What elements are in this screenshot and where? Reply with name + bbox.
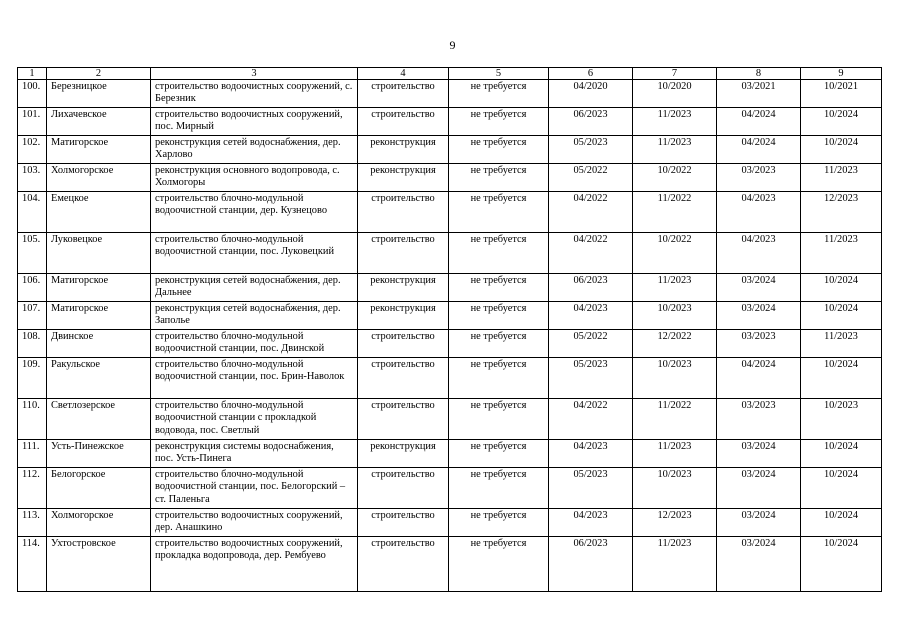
cell-expertise: не требуется xyxy=(449,399,549,440)
cell-number: 112. xyxy=(18,468,47,509)
cell-date-col-9: 10/2024 xyxy=(801,274,882,302)
cell-description: реконструкция сетей водоснабжения, дер. Заполье xyxy=(151,302,358,330)
cell-description: реконструкция основного водопровода, с. Холмогоры xyxy=(151,164,358,192)
cell-municipality: Усть-Пинежское xyxy=(47,440,151,468)
cell-work-type: строительство xyxy=(358,108,449,136)
cell-number: 106. xyxy=(18,274,47,302)
cell-work-type: строительство xyxy=(358,233,449,274)
cell-date-col-9: 10/2024 xyxy=(801,302,882,330)
cell-date-col-8: 03/2024 xyxy=(717,274,801,302)
cell-description: строительство блочно-модульной водоочистной станции, пос. Луковецкий xyxy=(151,233,358,274)
header-col-8: 8 xyxy=(717,68,801,80)
cell-date-col-7: 11/2023 xyxy=(633,537,717,592)
header-col-2: 2 xyxy=(47,68,151,80)
header-col-5: 5 xyxy=(449,68,549,80)
cell-date-col-8: 04/2023 xyxy=(717,233,801,274)
cell-municipality: Светлозерское xyxy=(47,399,151,440)
cell-date-col-7: 11/2023 xyxy=(633,108,717,136)
cell-date-col-7: 12/2023 xyxy=(633,509,717,537)
cell-municipality: Березницкое xyxy=(47,80,151,108)
cell-municipality: Двинское xyxy=(47,330,151,358)
page-number: 9 xyxy=(449,38,456,52)
cell-expertise: не требуется xyxy=(449,468,549,509)
cell-description: строительство водоочистных сооружений, прокладка водопровода, дер. Рембуево xyxy=(151,537,358,592)
cell-date-col-7: 11/2022 xyxy=(633,399,717,440)
header-col-6: 6 xyxy=(549,68,633,80)
cell-number: 110. xyxy=(18,399,47,440)
cell-date-col-9: 10/2024 xyxy=(801,468,882,509)
header-col-4: 4 xyxy=(358,68,449,80)
table-row xyxy=(18,164,882,192)
cell-municipality: Матигорское xyxy=(47,274,151,302)
cell-number: 103. xyxy=(18,164,47,192)
cell-number: 108. xyxy=(18,330,47,358)
cell-date-col-7: 11/2022 xyxy=(633,192,717,233)
cell-number: 113. xyxy=(18,509,47,537)
cell-work-type: строительство xyxy=(358,80,449,108)
cell-expertise: не требуется xyxy=(449,330,549,358)
header-col-3: 3 xyxy=(151,68,358,80)
cell-date-col-7: 10/2023 xyxy=(633,358,717,399)
table-row xyxy=(18,509,882,537)
cell-date-col-8: 03/2023 xyxy=(717,399,801,440)
cell-work-type: строительство xyxy=(358,192,449,233)
cell-number: 101. xyxy=(18,108,47,136)
cell-date-col-9: 10/2024 xyxy=(801,537,882,592)
cell-work-type: строительство xyxy=(358,468,449,509)
table-row xyxy=(18,358,882,399)
cell-description: строительство блочно-модульной водоочистной станции, пос. Брин-Наволок xyxy=(151,358,358,399)
cell-number: 114. xyxy=(18,537,47,592)
cell-work-type: реконструкция xyxy=(358,302,449,330)
cell-number: 109. xyxy=(18,358,47,399)
cell-number: 107. xyxy=(18,302,47,330)
cell-date-col-6: 04/2023 xyxy=(549,302,633,330)
header-col-7: 7 xyxy=(633,68,717,80)
cell-number: 102. xyxy=(18,136,47,164)
cell-number: 105. xyxy=(18,233,47,274)
cell-description: строительство водоочистных сооружений, с. Березник xyxy=(151,80,358,108)
cell-date-col-7: 11/2023 xyxy=(633,136,717,164)
table-row xyxy=(18,108,882,136)
cell-expertise: не требуется xyxy=(449,274,549,302)
cell-work-type: реконструкция xyxy=(358,274,449,302)
cell-date-col-6: 04/2022 xyxy=(549,192,633,233)
cell-number: 111. xyxy=(18,440,47,468)
cell-date-col-6: 06/2023 xyxy=(549,537,633,592)
cell-date-col-7: 10/2020 xyxy=(633,80,717,108)
cell-date-col-8: 03/2023 xyxy=(717,330,801,358)
cell-work-type: реконструкция xyxy=(358,136,449,164)
cell-description: реконструкция сетей водоснабжения, дер. Дальнее xyxy=(151,274,358,302)
cell-date-col-6: 04/2020 xyxy=(549,80,633,108)
header-col-1: 1 xyxy=(18,68,47,80)
table-row xyxy=(18,192,882,233)
cell-date-col-9: 10/2023 xyxy=(801,399,882,440)
cell-municipality: Лихачевское xyxy=(47,108,151,136)
table-row xyxy=(18,302,882,330)
cell-date-col-8: 04/2024 xyxy=(717,108,801,136)
table-row xyxy=(18,468,882,509)
cell-number: 104. xyxy=(18,192,47,233)
table-row xyxy=(18,80,882,108)
cell-expertise: не требуется xyxy=(449,509,549,537)
cell-description: строительство блочно-модульной водоочистной станции, пос. Двинской xyxy=(151,330,358,358)
cell-work-type: строительство xyxy=(358,330,449,358)
cell-work-type: строительство xyxy=(358,358,449,399)
cell-date-col-9: 10/2024 xyxy=(801,108,882,136)
cell-municipality: Холмогорское xyxy=(47,164,151,192)
cell-description: строительство блочно-модульной водоочистной станции, дер. Кузнецово xyxy=(151,192,358,233)
cell-date-col-6: 05/2023 xyxy=(549,358,633,399)
cell-municipality: Белогорское xyxy=(47,468,151,509)
cell-number: 100. xyxy=(18,80,47,108)
cell-date-col-7: 11/2023 xyxy=(633,440,717,468)
cell-work-type: реконструкция xyxy=(358,164,449,192)
cell-date-col-7: 10/2023 xyxy=(633,302,717,330)
cell-expertise: не требуется xyxy=(449,358,549,399)
document-table xyxy=(17,67,882,592)
table-row xyxy=(18,274,882,302)
table-row xyxy=(18,440,882,468)
cell-date-col-9: 10/2024 xyxy=(801,358,882,399)
cell-date-col-9: 10/2021 xyxy=(801,80,882,108)
cell-expertise: не требуется xyxy=(449,537,549,592)
cell-expertise: не требуется xyxy=(449,302,549,330)
cell-date-col-9: 10/2024 xyxy=(801,440,882,468)
header-col-9: 9 xyxy=(801,68,882,80)
table-header-row xyxy=(18,68,882,80)
cell-work-type: строительство xyxy=(358,399,449,440)
cell-date-col-9: 12/2023 xyxy=(801,192,882,233)
cell-date-col-8: 03/2024 xyxy=(717,509,801,537)
cell-municipality: Луковецкое xyxy=(47,233,151,274)
cell-description: строительство водоочистных сооружений, пос. Мирный xyxy=(151,108,358,136)
cell-work-type: строительство xyxy=(358,537,449,592)
cell-date-col-8: 03/2021 xyxy=(717,80,801,108)
cell-municipality: Ракульское xyxy=(47,358,151,399)
cell-expertise: не требуется xyxy=(449,233,549,274)
cell-date-col-8: 04/2024 xyxy=(717,358,801,399)
cell-date-col-6: 05/2023 xyxy=(549,136,633,164)
cell-date-col-7: 10/2023 xyxy=(633,468,717,509)
cell-municipality: Матигорское xyxy=(47,302,151,330)
cell-date-col-8: 03/2024 xyxy=(717,468,801,509)
table-row xyxy=(18,330,882,358)
cell-date-col-9: 11/2023 xyxy=(801,330,882,358)
cell-date-col-6: 06/2023 xyxy=(549,274,633,302)
cell-description: строительство блочно-модульной водоочистной станции, пос. Белогорский – ст. Паленьга xyxy=(151,468,358,509)
cell-date-col-6: 06/2023 xyxy=(549,108,633,136)
cell-date-col-8: 03/2023 xyxy=(717,164,801,192)
cell-date-col-9: 11/2023 xyxy=(801,164,882,192)
cell-description: реконструкция системы водоснабжения, пос. Усть-Пинега xyxy=(151,440,358,468)
cell-date-col-6: 04/2022 xyxy=(549,399,633,440)
table-row xyxy=(18,233,882,274)
cell-description: строительство блочно-модульной водоочистной станции с прокладкой водовода, пос. Светлый xyxy=(151,399,358,440)
cell-date-col-6: 04/2022 xyxy=(549,233,633,274)
cell-date-col-6: 05/2023 xyxy=(549,468,633,509)
cell-municipality: Емецкое xyxy=(47,192,151,233)
cell-municipality: Матигорское xyxy=(47,136,151,164)
cell-description: реконструкция сетей водоснабжения, дер. Харлово xyxy=(151,136,358,164)
cell-municipality: Холмогорское xyxy=(47,509,151,537)
cell-expertise: не требуется xyxy=(449,108,549,136)
cell-expertise: не требуется xyxy=(449,136,549,164)
cell-date-col-8: 03/2024 xyxy=(717,302,801,330)
cell-date-col-8: 04/2023 xyxy=(717,192,801,233)
cell-work-type: реконструкция xyxy=(358,440,449,468)
cell-date-col-9: 10/2024 xyxy=(801,509,882,537)
cell-date-col-6: 04/2023 xyxy=(549,440,633,468)
cell-date-col-8: 03/2024 xyxy=(717,440,801,468)
cell-date-col-8: 03/2024 xyxy=(717,537,801,592)
cell-description: строительство водоочистных сооружений, дер. Анашкино xyxy=(151,509,358,537)
table-row xyxy=(18,136,882,164)
cell-date-col-7: 12/2022 xyxy=(633,330,717,358)
cell-date-col-9: 10/2024 xyxy=(801,136,882,164)
cell-date-col-7: 11/2023 xyxy=(633,274,717,302)
cell-date-col-7: 10/2022 xyxy=(633,233,717,274)
cell-expertise: не требуется xyxy=(449,192,549,233)
cell-date-col-9: 11/2023 xyxy=(801,233,882,274)
cell-municipality: Ухтостровское xyxy=(47,537,151,592)
table-row xyxy=(18,537,882,592)
cell-date-col-7: 10/2022 xyxy=(633,164,717,192)
cell-work-type: строительство xyxy=(358,509,449,537)
cell-date-col-6: 04/2023 xyxy=(549,509,633,537)
table-row xyxy=(18,399,882,440)
cell-expertise: не требуется xyxy=(449,164,549,192)
cell-expertise: не требуется xyxy=(449,440,549,468)
cell-date-col-8: 04/2024 xyxy=(717,136,801,164)
cell-date-col-6: 05/2022 xyxy=(549,330,633,358)
cell-expertise: не требуется xyxy=(449,80,549,108)
cell-date-col-6: 05/2022 xyxy=(549,164,633,192)
